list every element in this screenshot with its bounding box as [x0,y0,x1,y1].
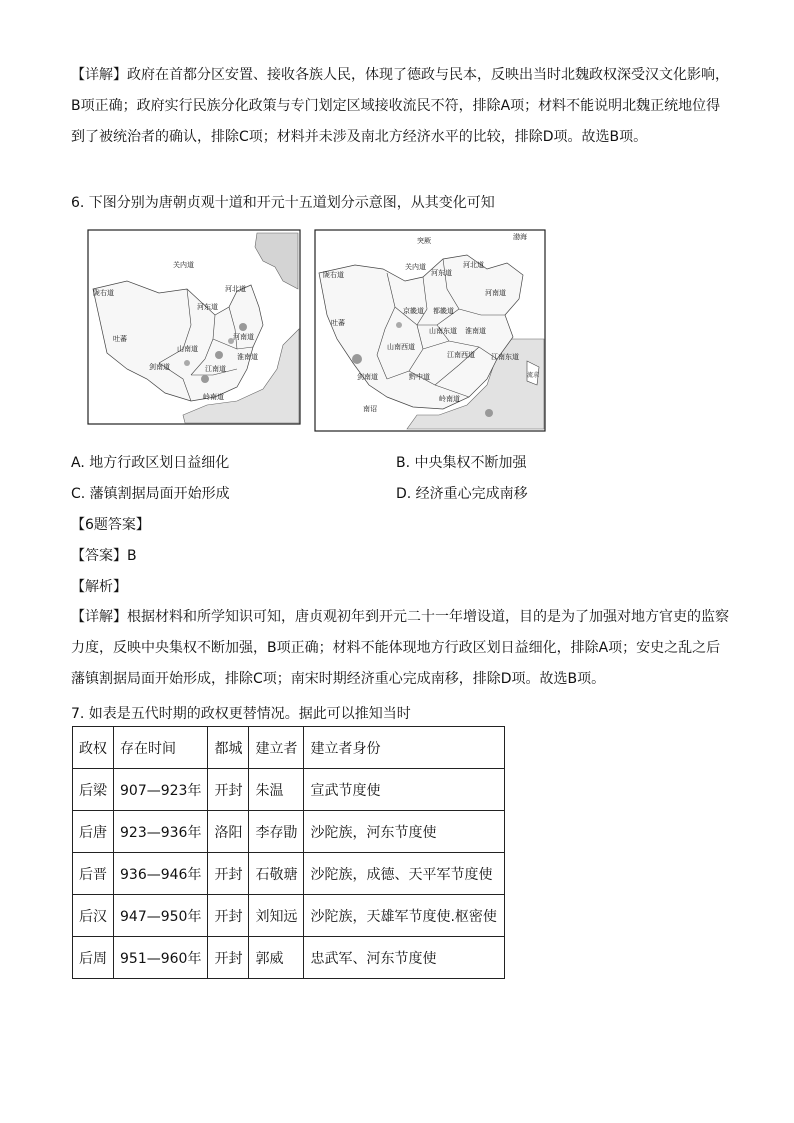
map-left-label: 江南道 [205,365,226,373]
q7-stem: 7. 如表是五代时期的政权更替情况。据此可以推知当时 [71,706,411,722]
table-cell: 李存勖 [249,811,304,853]
map-right-label: 京畿道 [403,307,424,315]
table-cell: 开封 [208,769,249,811]
map-right-label: 都畿道 [433,307,454,315]
map-right-label: 岭南道 [439,395,460,403]
table-cell: 923—936年 [114,811,208,853]
q6-detail-paragraph: 【详解】根据材料和所学知识可知，唐贞观初年到开元二十一年增设道，目的是为了加强对地方官吏的监察力度，反映中央集权不断加强，B项正确；材料不能体现地方行政区划日益细化，排除A项；安史之乱之后藩镇割据局面开始形成，排除C项；南宋时期经济重心完成南移，排除D项。故选B项。 [71,609,729,687]
q6-stem: 6. 下图分别为唐朝贞观十道和开元十五道划分示意图，从其变化可知 [71,195,495,211]
q6-answer-heading: 【6题答案】 [71,517,150,533]
map-kaiyuan [315,230,545,431]
map-left-label: 陇右道 [93,289,114,297]
table-cell: 朱温 [249,769,304,811]
map-left-label: 岭南道 [203,393,224,401]
table-cell: 宣武节度使 [304,769,505,811]
map-right-label: 流求 [527,372,540,379]
map-left-label: 剑南道 [149,363,170,371]
table-row [73,811,505,853]
table-cell: 石敬瑭 [249,853,304,895]
map-left-label: 河北道 [225,285,246,293]
map-right-label: 吐蕃 [331,319,345,327]
table-row [73,895,505,937]
table-cell: 沙陀族，成德、天平军节度使 [304,853,505,895]
map-right-label: 剑南道 [357,373,378,381]
map-left-label: 关内道 [173,261,194,269]
table-cell: 沙陀族，天雄军节度使.枢密使 [304,895,505,937]
map-right-label: 河南道 [485,289,506,297]
table-cell: 后晋 [73,853,114,895]
map-right-label: 江南东道 [491,353,519,361]
table-cell: 后梁 [73,769,114,811]
table-cell: 后汉 [73,895,114,937]
map-left-label: 河南道 [233,333,254,341]
map-right-label: 黔中道 [409,373,430,381]
map-right-label: 关内道 [405,263,426,271]
q6-option-d: D. 经济重心完成南移 [396,486,528,502]
table-header-cell: 政权 [73,727,114,769]
map-left-label: 山南道 [177,345,198,353]
map-right-label: 突厥 [417,237,431,245]
table-cell: 忠武军、河东节度使 [304,937,505,979]
map-zhenguan [88,230,300,424]
table-row [73,769,505,811]
table-header-row [73,727,505,769]
map-right-label: 山南西道 [387,343,415,351]
map-right-label: 淮南道 [465,327,486,335]
table-cell: 936—946年 [114,853,208,895]
table-cell: 开封 [208,937,249,979]
map-right-label: 陇右道 [323,271,344,279]
table-cell: 开封 [208,853,249,895]
table-row [73,937,505,979]
table-cell: 开封 [208,895,249,937]
map-left-label: 吐蕃 [113,335,127,343]
table-header-cell: 建立者身份 [304,727,505,769]
map-right-label: 河北道 [463,261,484,269]
table-cell: 洛阳 [208,811,249,853]
map-left-label: 淮南道 [237,353,258,361]
q5-detail-paragraph: 【详解】政府在首都分区安置、接收各族人民，体现了德政与民本，反映出当时北魏政权深受汉文化影响，B项正确；政府实行民族分化政策与专门划定区域接收流民不符，排除A项；材料不能说明北魏正统地位得到了被统治者的确认，排除C项；材料并未涉及南北方经济水平的比较，排除D项。故选B项。 [71,67,729,145]
map-right-label: 山南东道 [429,327,457,335]
table-header-cell: 存在时间 [114,727,208,769]
table-cell: 刘知远 [249,895,304,937]
q6-answer: 【答案】B [71,548,137,564]
table-cell: 907—923年 [114,769,208,811]
five-dynasties-table [72,726,505,979]
map-right-label: 南诏 [363,405,377,413]
table-header-cell: 都城 [208,727,249,769]
map-right-label: 渤海 [513,233,527,241]
table-cell: 郭威 [249,937,304,979]
table-header-cell: 建立者 [249,727,304,769]
q6-option-b: B. 中央集权不断加强 [396,455,527,471]
table-cell: 后唐 [73,811,114,853]
q6-option-c: C. 藩镇割据局面开始形成 [71,486,230,502]
map-right-label: 江南西道 [447,351,475,359]
q6-option-a: A. 地方行政区划日益细化 [71,455,230,471]
table-cell: 后周 [73,937,114,979]
map-right-label: 河东道 [431,269,452,277]
table-cell: 947—950年 [114,895,208,937]
q6-analysis-heading: 【解析】 [71,579,127,595]
tang-circuits-maps [87,229,547,432]
map-left-label: 河东道 [197,303,218,311]
table-row [73,853,505,895]
table-cell: 951—960年 [114,937,208,979]
table-cell: 沙陀族，河东节度使 [304,811,505,853]
